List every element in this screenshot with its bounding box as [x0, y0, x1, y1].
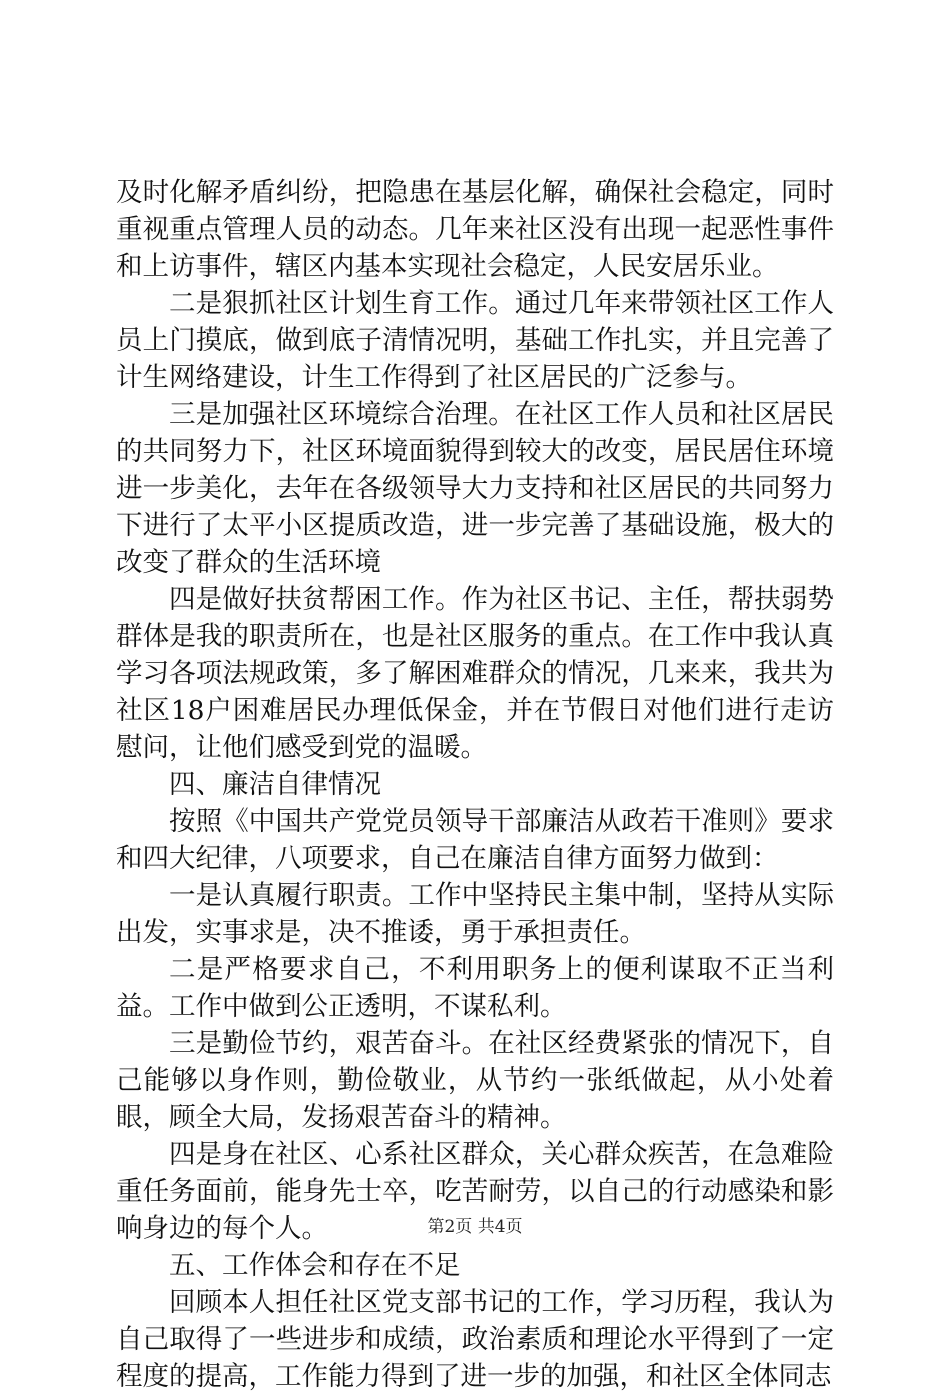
paragraph-duty: 一是认真履行职责。工作中坚持民主集中制，坚持从实际出发，实事求是，决不推诿，勇于承担责任。 [116, 880, 834, 948]
paragraph-review: 回顾本人担任社区党支部书记的工作，学习历程，我认为自己取得了一些进步和成绩，政治素质和理论水平得到了一定程度的提高，工作能力得到了进一步的加强，和社区全体同志 [116, 1287, 834, 1392]
section-heading-integrity: 四、廉洁自律情况 [169, 769, 381, 800]
page-footer: 第2页 共4页 [427, 1217, 523, 1237]
paragraph-community-care: 四是身在社区、心系社区群众，关心群众疾苦，在急难险重任务面前，能身先士卒，吃苦耐劳，以自己的行动感染和影响身边的每个人。 [116, 1139, 834, 1244]
paragraph-family-planning: 二是狠抓社区计划生育工作。通过几年来带领社区工作人员上门摸底，做到底子清情况明，基础工作扎实，并且完善了计生网络建设，计生工作得到了社区居民的广泛参与。 [116, 288, 834, 393]
paragraph-self-discipline: 二是严格要求自己，不利用职务上的便利谋取不正当利益。工作中做到公正透明，不谋私利。 [116, 954, 834, 1022]
paragraph-environment: 三是加强社区环境综合治理。在社区工作人员和社区居民的共同努力下，社区环境面貌得到较大的改变，居民居住环境进一步美化，去年在各级领导大力支持和社区居民的共同努力下进行了太平小区提质改造，进一步完善了基础设施，极大的改变了群众的生活环境 [116, 399, 834, 578]
paragraph-frugality: 三是勤俭节约，艰苦奋斗。在社区经费紧张的情况下，自己能够以身作则，勤俭敬业，从节约一张纸做起，从小处着眼，顾全大局，发扬艰苦奋斗的精神。 [116, 1028, 834, 1133]
paragraph-continuation: 及时化解矛盾纠纷，把隐患在基层化解，确保社会稳定，同时重视重点管理人员的动态。几年来社区没有出现一起恶性事件和上访事件，辖区内基本实现社会稳定，人民安居乐业。 [116, 177, 834, 282]
document-body [116, 174, 834, 1395]
paragraph-integrity-intro: 按照《中国共产党党员领导干部廉洁从政若干准则》要求和四大纪律，八项要求，自己在廉洁自律方面努力做到： [116, 806, 834, 874]
section-heading-experience: 五、工作体会和存在不足 [169, 1250, 461, 1281]
paragraph-poverty-relief: 四是做好扶贫帮困工作。作为社区书记、主任，帮扶弱势群体是我的职责所在，也是社区服务的重点。在工作中我认真学习各项法规政策，多了解困难群众的情况，几来来，我共为社区18户困难居民办理低保金，并在节假日对他们进行走访慰问，让他们感受到党的温暖。 [116, 584, 834, 763]
